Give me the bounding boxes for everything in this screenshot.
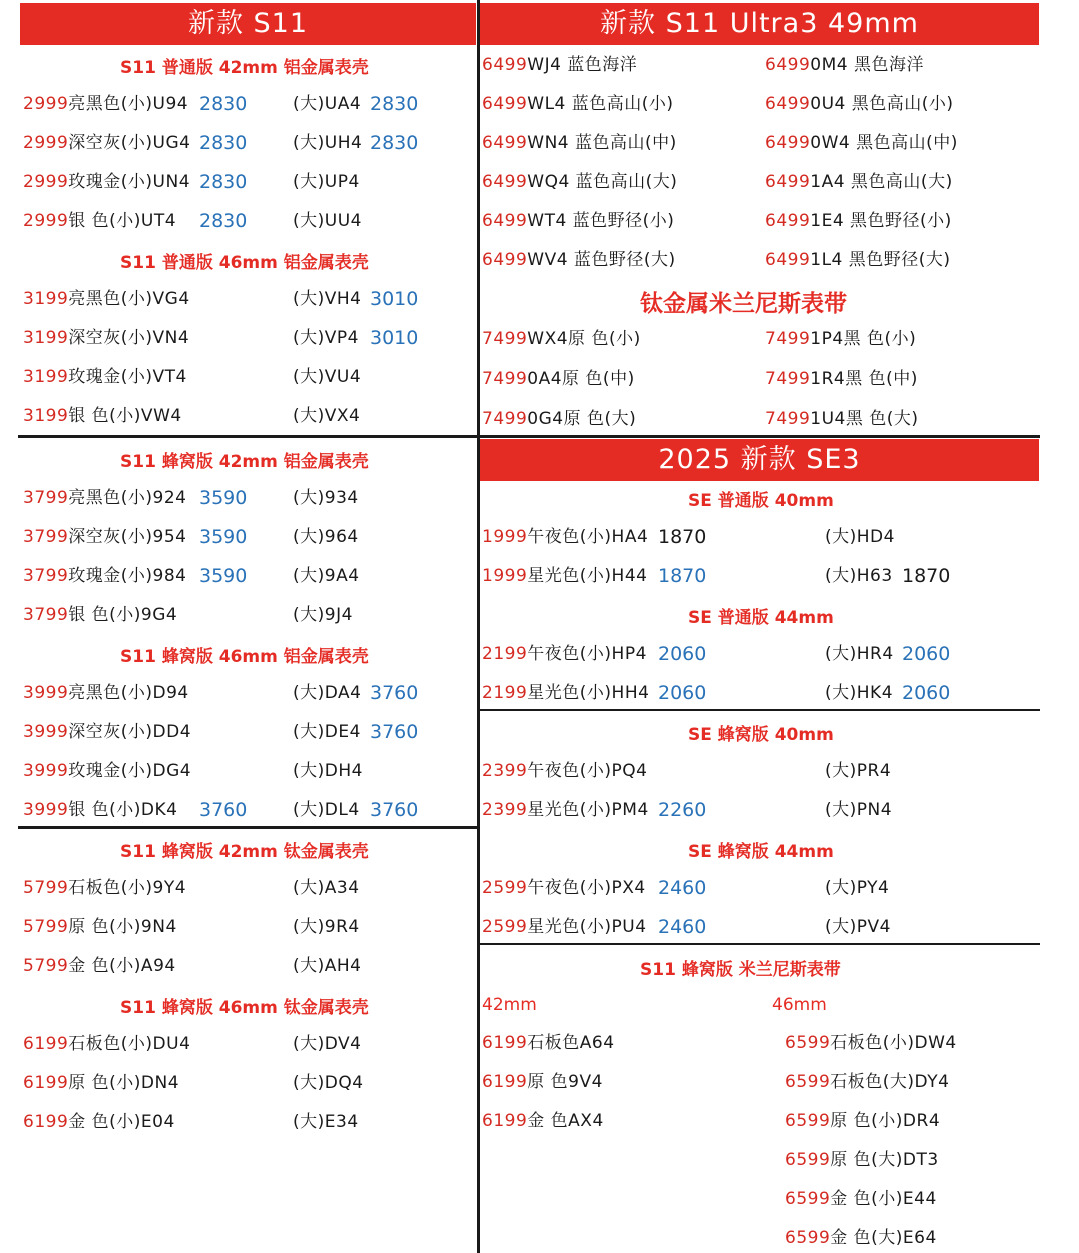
- table-row: [480, 876, 1040, 900]
- model-entry-large: (大)DA4: [293, 683, 362, 703]
- model-name: 玫瑰金(小)UN4: [68, 172, 191, 192]
- table-row: [0, 681, 477, 705]
- table-row: [480, 759, 1040, 783]
- model-name: 金 色(小)E04: [68, 1112, 175, 1132]
- list-price: 3799: [23, 566, 69, 586]
- table-row: [0, 525, 477, 549]
- model-entry-large: (大)VU4: [293, 367, 362, 387]
- divider-right-2: [478, 709, 1040, 711]
- discount-price: 3760: [370, 721, 419, 743]
- discount-price: 3010: [370, 288, 419, 310]
- list-price: 3199: [23, 406, 69, 426]
- table-row: [0, 486, 477, 510]
- table-row: [480, 1109, 760, 1133]
- milanese-title: 钛金属米兰尼斯表带: [640, 291, 847, 317]
- discount-price: 2060: [658, 643, 707, 665]
- model-entry: [482, 525, 648, 549]
- discount-price: 3760: [199, 799, 248, 821]
- model-entry: [23, 131, 190, 155]
- list-price: 2399: [482, 761, 528, 781]
- model-entry: [765, 209, 952, 233]
- list-price: 6199: [23, 1034, 69, 1054]
- model-entry-large: (大)9A4: [293, 566, 360, 586]
- model-entry: [482, 1070, 603, 1094]
- model-entry: [785, 1148, 939, 1172]
- model-entry: [23, 720, 191, 744]
- model-entry: [23, 915, 177, 939]
- model-name: 午夜色(小)PX4: [527, 878, 646, 898]
- model-name: 深空灰(小)UG4: [68, 133, 191, 153]
- divider-right-3: [478, 943, 1040, 945]
- list-price: 3999: [23, 683, 69, 703]
- list-price: 6499: [765, 211, 811, 231]
- model-entry: [765, 248, 951, 272]
- list-price: 3199: [23, 328, 69, 348]
- mil-42mm-label: 42mm: [482, 995, 537, 1015]
- table-row: [0, 1032, 477, 1056]
- discount-price: 1870: [658, 526, 707, 548]
- table-row: [0, 876, 477, 900]
- model-name: 星光色(小)PU4: [527, 917, 647, 937]
- model-entry: [482, 53, 637, 77]
- model-name: 银 色(小)VW4: [68, 406, 182, 426]
- model-entry-large: (大)VP4: [293, 328, 359, 348]
- list-price: 6499: [765, 133, 811, 153]
- model-name: 1E4 黑色野径(小): [810, 211, 952, 231]
- model-entry: [765, 131, 958, 155]
- list-price: 6499: [482, 94, 528, 114]
- banner-se3: 2025 新款 SE3: [480, 439, 1039, 481]
- model-name: 石板色(大)DY4: [830, 1072, 950, 1092]
- divider-left-1: [18, 435, 478, 438]
- list-price: 6499: [482, 55, 528, 75]
- list-price: 6599: [785, 1072, 831, 1092]
- section-title: S11 蜂窝版 42mm 钛金属表壳: [120, 842, 369, 862]
- list-price: 7499: [482, 329, 528, 349]
- model-name: 亮黑色(小)U94: [68, 94, 189, 114]
- model-entry-large: (大)UH4: [293, 133, 363, 153]
- list-price: 6499: [482, 211, 528, 231]
- model-entry-large: (大)DE4: [293, 722, 361, 742]
- table-row: [480, 1070, 760, 1094]
- table-row: [0, 954, 477, 978]
- model-entry: [482, 876, 646, 900]
- list-price: 5799: [23, 917, 69, 937]
- section-title: S11 蜂窝版 46mm 钛金属表壳: [120, 998, 369, 1018]
- list-price: 6599: [785, 1228, 831, 1248]
- model-name: 0G4原 色(大): [527, 409, 637, 429]
- model-name: 0U4 黑色高山(小): [810, 94, 954, 114]
- model-name: WT4 蓝色野径(小): [527, 211, 675, 231]
- model-name: 1P4黑 色(小): [810, 329, 917, 349]
- model-entry: [23, 92, 188, 116]
- model-entry-large: (大)A34: [293, 878, 360, 898]
- model-entry: [23, 365, 187, 389]
- list-price: 2999: [23, 133, 69, 153]
- model-entry: [23, 564, 186, 588]
- section-title: S11 普通版 42mm 铝金属表壳: [120, 58, 369, 78]
- model-entry-large: (大)UU4: [293, 211, 362, 231]
- model-entry: [765, 170, 953, 194]
- model-entry: [482, 1109, 604, 1133]
- discount-price: 2060: [658, 682, 707, 704]
- list-price: 6199: [482, 1111, 528, 1131]
- model-name: WL4 蓝色高山(小): [527, 94, 674, 114]
- model-name: WN4 蓝色高山(中): [527, 133, 677, 153]
- model-name: WV4 蓝色野径(大): [527, 250, 676, 270]
- model-entry-large: (大)9R4: [293, 917, 360, 937]
- model-entry: [482, 798, 649, 822]
- model-entry-large: (大)9J4: [293, 605, 353, 625]
- list-price: 6199: [23, 1112, 69, 1132]
- table-row: [480, 92, 1040, 116]
- table-row: [480, 1031, 760, 1055]
- table-row: [480, 525, 1040, 549]
- table-row: [0, 603, 477, 627]
- model-name: 0W4 黑色高山(中): [810, 133, 958, 153]
- model-name: 金 色(小)A94: [68, 956, 176, 976]
- table-row: [0, 915, 477, 939]
- list-price: 2399: [482, 800, 528, 820]
- discount-price: 3590: [199, 565, 248, 587]
- model-entry: [765, 92, 954, 116]
- mil-46mm-label: 46mm: [772, 995, 827, 1015]
- list-price: 2199: [482, 683, 528, 703]
- table-row: [0, 720, 477, 744]
- table-row: [0, 287, 477, 311]
- model-name: 原 色9V4: [527, 1072, 603, 1092]
- section-title: S11 蜂窝版 42mm 铝金属表壳: [120, 452, 369, 472]
- table-row: [0, 1071, 477, 1095]
- model-entry: [482, 248, 676, 272]
- discount-price: 2830: [370, 93, 419, 115]
- table-row: [780, 1226, 1040, 1250]
- discount-price: 2060: [902, 682, 951, 704]
- model-name: 石板色A64: [527, 1033, 615, 1053]
- list-price: 3999: [23, 800, 69, 820]
- model-name: 石板色(小)DW4: [830, 1033, 957, 1053]
- list-price: 1999: [482, 566, 528, 586]
- discount-price: 2830: [370, 132, 419, 154]
- model-entry-large: (大)PY4: [825, 878, 890, 898]
- model-entry-large: (大)DQ4: [293, 1073, 364, 1093]
- model-entry-large: (大)UA4: [293, 94, 362, 114]
- model-name: 深空灰(小)VN4: [68, 328, 190, 348]
- list-price: 2999: [23, 211, 69, 231]
- model-name: 石板色(小)9Y4: [68, 878, 187, 898]
- table-row: [0, 131, 477, 155]
- model-name: 金 色(大)E64: [830, 1228, 937, 1248]
- model-name: 深空灰(小)DD4: [68, 722, 192, 742]
- model-name: 午夜色(小)HP4: [527, 644, 647, 664]
- model-entry: [482, 759, 647, 783]
- model-name: 玫瑰金(小)DG4: [68, 761, 192, 781]
- discount-price: 2830: [199, 171, 248, 193]
- list-price: 3799: [23, 488, 69, 508]
- table-row: [480, 564, 1040, 588]
- list-price: 3799: [23, 527, 69, 547]
- list-price: 3199: [23, 289, 69, 309]
- model-name: 玫瑰金(小)VT4: [68, 367, 187, 387]
- table-row: [480, 327, 1040, 351]
- list-price: 2599: [482, 917, 528, 937]
- model-entry-large: (大)VX4: [293, 406, 361, 426]
- model-name: 玫瑰金(小)984: [68, 566, 187, 586]
- model-entry: [765, 367, 918, 391]
- discount-price: 1870: [902, 565, 951, 587]
- table-row: [480, 248, 1040, 272]
- list-price: 6499: [765, 250, 811, 270]
- model-entry-large: (大)UP4: [293, 172, 360, 192]
- model-entry: [482, 915, 647, 939]
- model-entry: [482, 1031, 615, 1055]
- model-entry: [785, 1226, 937, 1250]
- table-row: [780, 1070, 1040, 1094]
- table-row: [480, 53, 1040, 77]
- model-name: 原 色(小)DR4: [830, 1111, 941, 1131]
- model-entry-large: (大)VH4: [293, 289, 362, 309]
- model-entry: [765, 407, 919, 431]
- model-entry-large: (大)HD4: [825, 527, 895, 547]
- model-name: 午夜色(小)PQ4: [527, 761, 648, 781]
- table-row: [480, 798, 1040, 822]
- table-row: [780, 1109, 1040, 1133]
- model-entry: [765, 53, 924, 77]
- table-row: [480, 642, 1040, 666]
- discount-price: 2460: [658, 916, 707, 938]
- table-row: [480, 915, 1040, 939]
- model-entry: [23, 759, 191, 783]
- model-name: 石板色(小)DU4: [68, 1034, 191, 1054]
- discount-price: 2060: [902, 643, 951, 665]
- model-name: 银 色(小)9G4: [68, 605, 178, 625]
- model-name: 亮黑色(小)D94: [68, 683, 189, 703]
- model-entry: [785, 1070, 949, 1094]
- model-name: 午夜色(小)HA4: [527, 527, 649, 547]
- banner-s11: 新款 S11: [20, 3, 476, 45]
- model-entry: [482, 642, 647, 666]
- model-entry: [23, 170, 190, 194]
- model-entry-large: (大)934: [293, 488, 359, 508]
- discount-price: 2260: [658, 799, 707, 821]
- section-title: S11 普通版 46mm 铝金属表壳: [120, 253, 369, 273]
- model-name: 星光色(小)H44: [527, 566, 648, 586]
- table-row: [0, 759, 477, 783]
- table-row: [480, 367, 1040, 391]
- table-row: [0, 1110, 477, 1134]
- list-price: 7499: [482, 369, 528, 389]
- list-price: 1999: [482, 527, 528, 547]
- discount-price: 3760: [370, 682, 419, 704]
- model-name: 银 色(小)DK4: [68, 800, 178, 820]
- discount-price: 3010: [370, 327, 419, 349]
- model-name: 星光色(小)PM4: [527, 800, 649, 820]
- list-price: 6499: [765, 172, 811, 192]
- model-name: 金 色(小)E44: [830, 1189, 937, 1209]
- model-entry: [23, 1110, 175, 1134]
- table-row: [780, 1148, 1040, 1172]
- model-name: 1R4黑 色(中): [810, 369, 918, 389]
- list-price: 7499: [765, 369, 811, 389]
- model-entry: [23, 798, 178, 822]
- model-name: 0M4 黑色海洋: [810, 55, 924, 75]
- list-price: 5799: [23, 878, 69, 898]
- model-entry-large: (大)DH4: [293, 761, 363, 781]
- model-entry: [23, 876, 186, 900]
- list-price: 6599: [785, 1111, 831, 1131]
- model-name: WJ4 蓝色海洋: [527, 55, 638, 75]
- discount-price: 2830: [199, 210, 248, 232]
- list-price: 3799: [23, 605, 69, 625]
- model-name: WX4原 色(小): [527, 329, 641, 349]
- table-row: [480, 407, 1040, 431]
- list-price: 3199: [23, 367, 69, 387]
- model-entry: [482, 367, 635, 391]
- divider-left-2: [18, 826, 478, 829]
- model-entry: [482, 407, 636, 431]
- section-title: SE 蜂窝版 40mm: [688, 725, 834, 745]
- list-price: 3999: [23, 722, 69, 742]
- list-price: 6499: [765, 55, 811, 75]
- model-name: 金 色AX4: [527, 1111, 604, 1131]
- model-entry-large: (大)964: [293, 527, 359, 547]
- section-title: SE 普通版 40mm: [688, 491, 834, 511]
- model-name: 原 色(小)9N4: [68, 917, 177, 937]
- table-row: [480, 170, 1040, 194]
- list-price: 7499: [765, 409, 811, 429]
- model-entry: [482, 92, 674, 116]
- model-entry: [482, 131, 677, 155]
- model-entry: [482, 681, 649, 705]
- model-entry: [23, 404, 182, 428]
- list-price: 7499: [765, 329, 811, 349]
- list-price: 6599: [785, 1033, 831, 1053]
- model-name: 1A4 黑色高山(大): [810, 172, 953, 192]
- list-price: 6199: [482, 1033, 528, 1053]
- table-row: [0, 564, 477, 588]
- model-entry: [23, 525, 186, 549]
- list-price: 6199: [482, 1072, 528, 1092]
- model-entry: [23, 209, 176, 233]
- model-entry-large: (大)HK4: [825, 683, 894, 703]
- model-entry: [23, 486, 186, 510]
- table-row: [0, 170, 477, 194]
- model-entry: [785, 1109, 940, 1133]
- model-entry-large: (大)DV4: [293, 1034, 362, 1054]
- model-name: WQ4 蓝色高山(大): [527, 172, 678, 192]
- model-entry: [785, 1031, 957, 1055]
- discount-price: 2460: [658, 877, 707, 899]
- list-price: 2999: [23, 172, 69, 192]
- model-entry: [23, 603, 177, 627]
- model-name: 1L4 黑色野径(大): [810, 250, 951, 270]
- section-title: SE 普通版 44mm: [688, 608, 834, 628]
- list-price: 5799: [23, 956, 69, 976]
- list-price: 6499: [482, 172, 528, 192]
- model-entry-large: (大)E34: [293, 1112, 359, 1132]
- model-entry: [23, 954, 176, 978]
- table-row: [480, 209, 1040, 233]
- list-price: 2199: [482, 644, 528, 664]
- table-row: [780, 1031, 1040, 1055]
- list-price: 6599: [785, 1189, 831, 1209]
- list-price: 3999: [23, 761, 69, 781]
- discount-price: 2830: [199, 93, 248, 115]
- model-entry: [23, 1071, 179, 1095]
- table-row: [0, 798, 477, 822]
- model-entry: [482, 564, 647, 588]
- list-price: 2599: [482, 878, 528, 898]
- divider-right-1: [478, 435, 1040, 438]
- list-price: 6499: [482, 250, 528, 270]
- table-row: [480, 131, 1040, 155]
- section-title: S11 蜂窝版 46mm 铝金属表壳: [120, 647, 369, 667]
- model-entry-large: (大)H63: [825, 566, 893, 586]
- model-entry-large: (大)PN4: [825, 800, 893, 820]
- model-entry-large: (大)AH4: [293, 956, 362, 976]
- model-entry: [482, 209, 674, 233]
- model-entry: [23, 287, 190, 311]
- table-row: [480, 681, 1040, 705]
- list-price: 6199: [23, 1073, 69, 1093]
- model-name: 深空灰(小)954: [68, 527, 187, 547]
- model-name: 亮黑色(小)VG4: [68, 289, 190, 309]
- list-price: 7499: [482, 409, 528, 429]
- model-entry: [482, 170, 677, 194]
- s11-milanese-title: S11 蜂窝版 米兰尼斯表带: [640, 960, 841, 980]
- model-entry: [23, 681, 189, 705]
- model-entry: [23, 326, 189, 350]
- banner-ultra: 新款 S11 Ultra3 49mm: [480, 3, 1039, 45]
- model-entry-large: (大)HR4: [825, 644, 894, 664]
- model-entry-large: (大)PV4: [825, 917, 891, 937]
- table-row: [0, 92, 477, 116]
- model-entry: [785, 1187, 937, 1211]
- discount-price: 1870: [658, 565, 707, 587]
- model-name: 0A4原 色(中): [527, 369, 635, 389]
- model-name: 原 色(大)DT3: [830, 1150, 939, 1170]
- model-entry-large: (大)PR4: [825, 761, 892, 781]
- list-price: 2999: [23, 94, 69, 114]
- model-entry-large: (大)DL4: [293, 800, 360, 820]
- table-row: [0, 326, 477, 350]
- model-name: 亮黑色(小)924: [68, 488, 187, 508]
- model-name: 银 色(小)UT4: [68, 211, 177, 231]
- model-entry: [765, 327, 916, 351]
- list-price: 6599: [785, 1150, 831, 1170]
- discount-price: 2830: [199, 132, 248, 154]
- discount-price: 3760: [370, 799, 419, 821]
- model-name: 1U4黑 色(大): [810, 409, 919, 429]
- discount-price: 3590: [199, 487, 248, 509]
- table-row: [0, 404, 477, 428]
- model-name: 星光色(小)HH4: [527, 683, 650, 703]
- table-row: [0, 365, 477, 389]
- table-row: [0, 209, 477, 233]
- model-entry: [23, 1032, 190, 1056]
- table-row: [780, 1187, 1040, 1211]
- model-entry: [482, 327, 641, 351]
- model-name: 原 色(小)DN4: [68, 1073, 180, 1093]
- section-title: SE 蜂窝版 44mm: [688, 842, 834, 862]
- list-price: 6499: [765, 94, 811, 114]
- list-price: 6499: [482, 133, 528, 153]
- discount-price: 3590: [199, 526, 248, 548]
